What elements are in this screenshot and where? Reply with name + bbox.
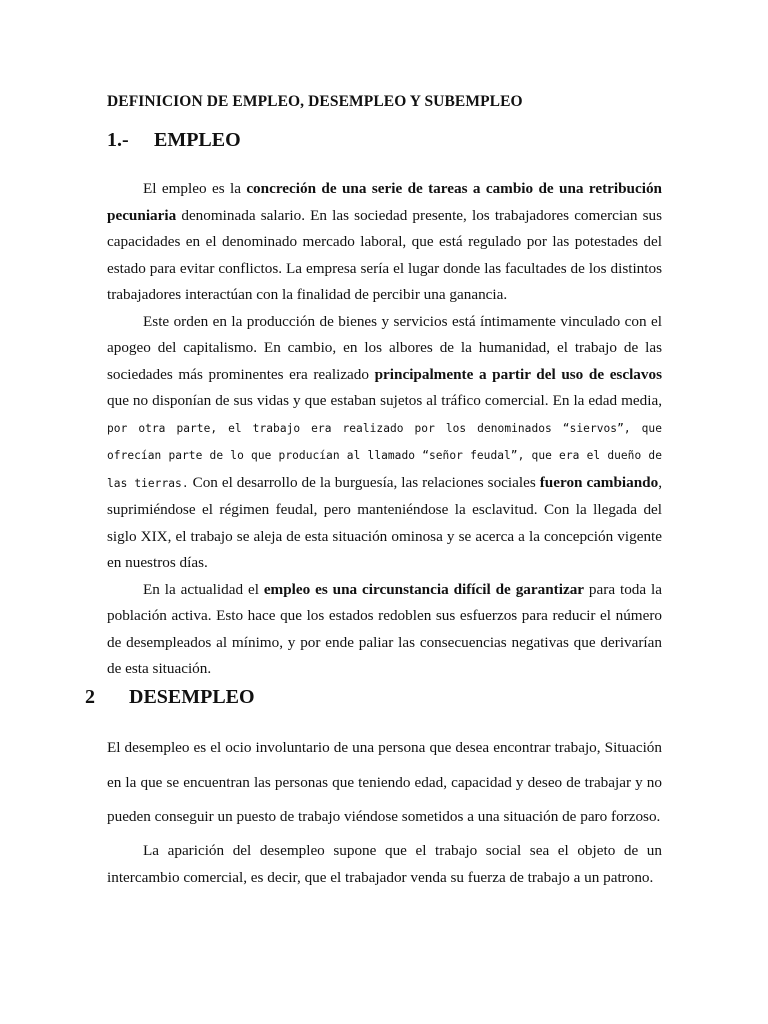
paragraph: La aparición del desempleo supone que el trabajo social sea el objeto de un intercambio comercial, es decir, que el trabajador venda su fuerza de trabajo a un patrono. [107, 842, 662, 886]
text-run: Este orden en la producción de bienes y servicios está íntimamente vinculado con el apogeo del capitalismo. En cambio, en los albores de la humanidad, el trabajo de las sociedades más prominentes era realizado [107, 312, 662, 383]
section-number: 1.- [107, 129, 129, 151]
text-run: , suprimiéndose el régimen feudal, pero manteniéndose la esclavitud. Con la llegada del siglo XIX, el trabajo se aleja de esta situación ominosa y se acerca a la concepción vigente en nuestros días. [107, 473, 662, 571]
section-desempleo-body [107, 731, 662, 835]
text-run: denominada salario. En las sociedad presente, los trabajadores comercian sus capacidades en el denominado mercado laboral, que está regulado por las potestades del estado para evitar conflictos. La empresa sería el lugar donde las facultades de los distintos trabajadores interactúan con la finalidad de percibir una ganancia. [107, 206, 662, 303]
document-title: DEFINICION DE EMPLEO, DESEMPLEO Y SUBEMPLEO [107, 93, 523, 110]
text-run: Con el desarrollo de la burguesía, las relaciones sociales [188, 473, 540, 491]
paragraph: El desempleo es el ocio involuntario de una persona que desea encontrar trabajo, Situación en la que se encuentran las personas que teniendo edad, capacidad y deseo de trabajar y no pueden conseguir un puesto de trabajo viéndose sometidos a una situación de paro forzoso. [107, 739, 662, 825]
bold-text: fueron cambiando [539, 473, 659, 491]
paragraph [107, 309, 662, 577]
bold-text: empleo es una circunstancia difícil de garantizar [263, 580, 585, 598]
paragraph [107, 577, 662, 683]
section-empleo-body [107, 176, 662, 683]
section-number: 2 [85, 686, 95, 708]
bold-text: principalmente a partir del uso de esclavos [374, 365, 662, 383]
text-run: para toda la población activa. Esto hace que los estados redoblen sus esfuerzos para reducir el número de desempleados al mínimo, y por ende paliar las consecuencias negativas que derivarían de esta situación. [107, 580, 662, 677]
monospace-text: por otra parte, el trabajo era realizado por los denominados “siervos”, que ofrecían parte de lo que producían al llamado “señor feudal”, que era el dueño de las tierras. [107, 421, 662, 490]
text-run: que no disponían de sus vidas y que estaban sujetos al tráfico comercial. En la edad media, [107, 392, 662, 409]
section-heading-desempleo [85, 686, 255, 709]
section-title: EMPLEO [154, 129, 241, 151]
paragraph [107, 176, 662, 309]
section-title: DESEMPLEO [129, 686, 255, 708]
section-heading-empleo [107, 129, 241, 152]
text-run: En la actualidad el [143, 580, 264, 598]
section-desempleo-body-2 [107, 838, 662, 891]
text-run: El empleo es la [143, 180, 247, 197]
bold-text: concreción de una serie de tareas a cambio de una retribución pecuniaria [107, 180, 662, 224]
